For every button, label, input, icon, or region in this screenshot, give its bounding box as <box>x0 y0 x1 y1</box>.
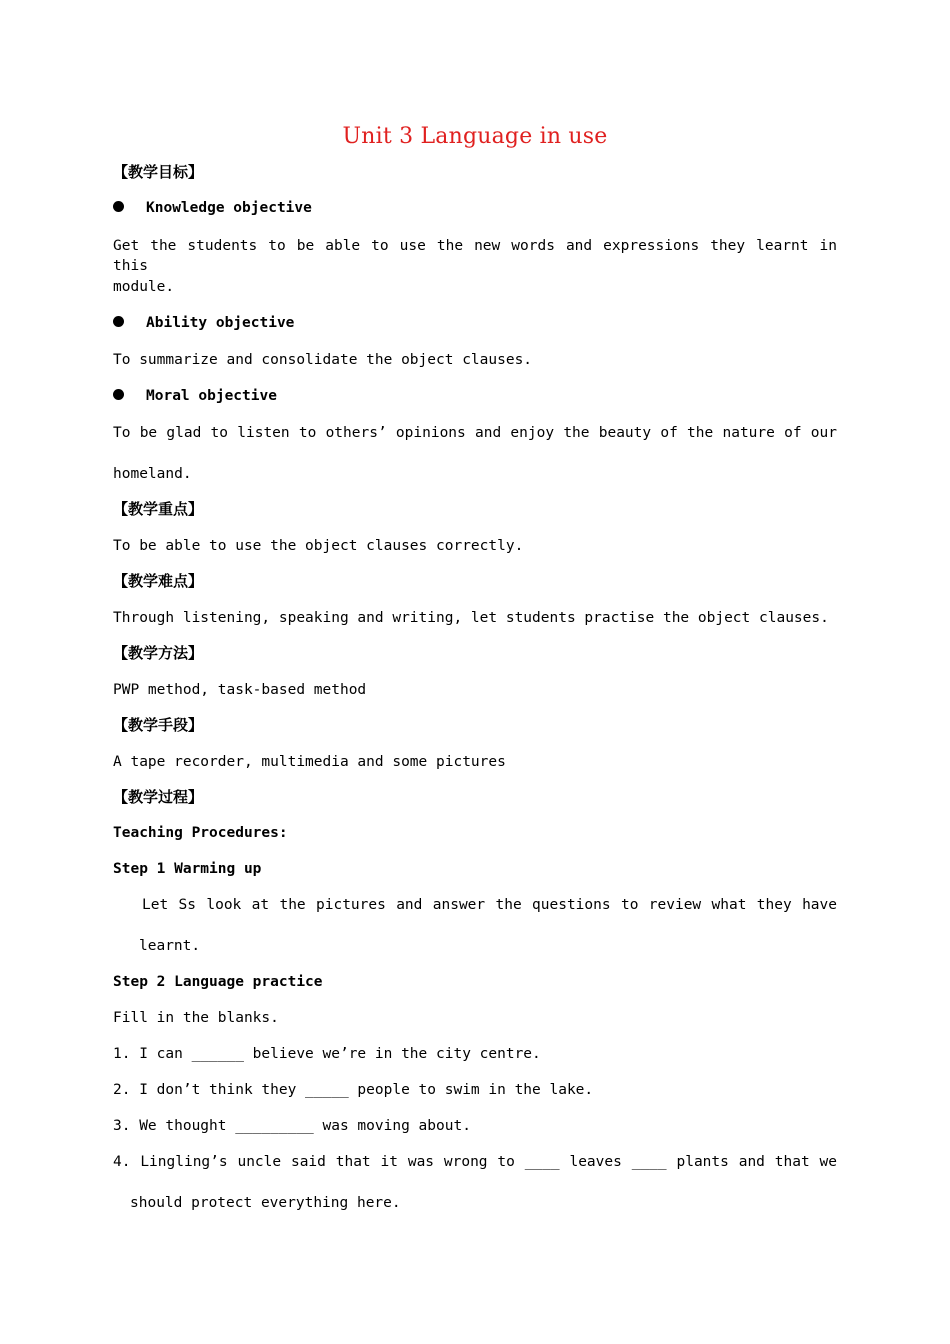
knowledge-objective-text-cont: module. <box>113 279 175 295</box>
objectives-heading: 【教学目标】 <box>113 163 204 181</box>
step1-text-cont: learnt. <box>139 938 201 954</box>
difficult-points-heading: 【教学难点】 <box>113 572 204 590</box>
ability-objective-label: Ability objective <box>146 315 295 331</box>
teaching-method-heading: 【教学方法】 <box>113 644 204 662</box>
key-points-heading: 【教学重点】 <box>113 500 204 518</box>
teaching-procedures-label: Teaching Procedures: <box>113 825 288 841</box>
fill-instruction: Fill in the blanks. <box>113 1010 279 1026</box>
step1-label: Step 1 Warming up <box>113 861 262 877</box>
bullet-icon <box>113 389 124 400</box>
step1-text: Let Ss look at the pictures and answer the questions to review what they have <box>142 897 837 913</box>
teaching-means-heading: 【教学手段】 <box>113 716 204 734</box>
knowledge-objective-text: Get the students to be able to use the new words and expressions they learnt in this <box>113 238 837 274</box>
exercise-item-4-cont: should protect everything here. <box>130 1195 401 1211</box>
page-title: Unit 3 Language in use <box>342 124 608 149</box>
exercise-item-3: 3. We thought _________ was moving about. <box>113 1118 471 1134</box>
exercise-item-1: 1. I can ______ believe we’re in the city centre. <box>113 1046 541 1062</box>
knowledge-objective-label: Knowledge objective <box>146 200 312 216</box>
teaching-process-heading: 【教学过程】 <box>113 788 204 806</box>
exercise-item-2: 2. I don’t think they _____ people to swim in the lake. <box>113 1082 594 1098</box>
teaching-means-text: A tape recorder, multimedia and some pictures <box>113 754 506 770</box>
bullet-icon <box>113 316 124 327</box>
knowledge-objective-item <box>113 198 312 218</box>
moral-objective-label: Moral objective <box>146 388 277 404</box>
difficult-points-text: Through listening, speaking and writing, let students practise the object clauses. <box>113 610 829 626</box>
step2-label: Step 2 Language practice <box>113 974 323 990</box>
moral-objective-text-cont: homeland. <box>113 466 192 482</box>
moral-objective-text: To be glad to listen to others’ opinions and enjoy the beauty of the nature of our <box>113 425 837 441</box>
ability-objective-item <box>113 313 294 333</box>
ability-objective-text: To summarize and consolidate the object clauses. <box>113 352 533 368</box>
key-points-text: To be able to use the object clauses correctly. <box>113 538 524 554</box>
teaching-method-text: PWP method, task-based method <box>113 682 367 698</box>
exercise-item-4: 4. Lingling’s uncle said that it was wrong to ____ leaves ____ plants and that we <box>113 1154 837 1170</box>
bullet-icon <box>113 201 124 212</box>
moral-objective-item <box>113 386 277 406</box>
